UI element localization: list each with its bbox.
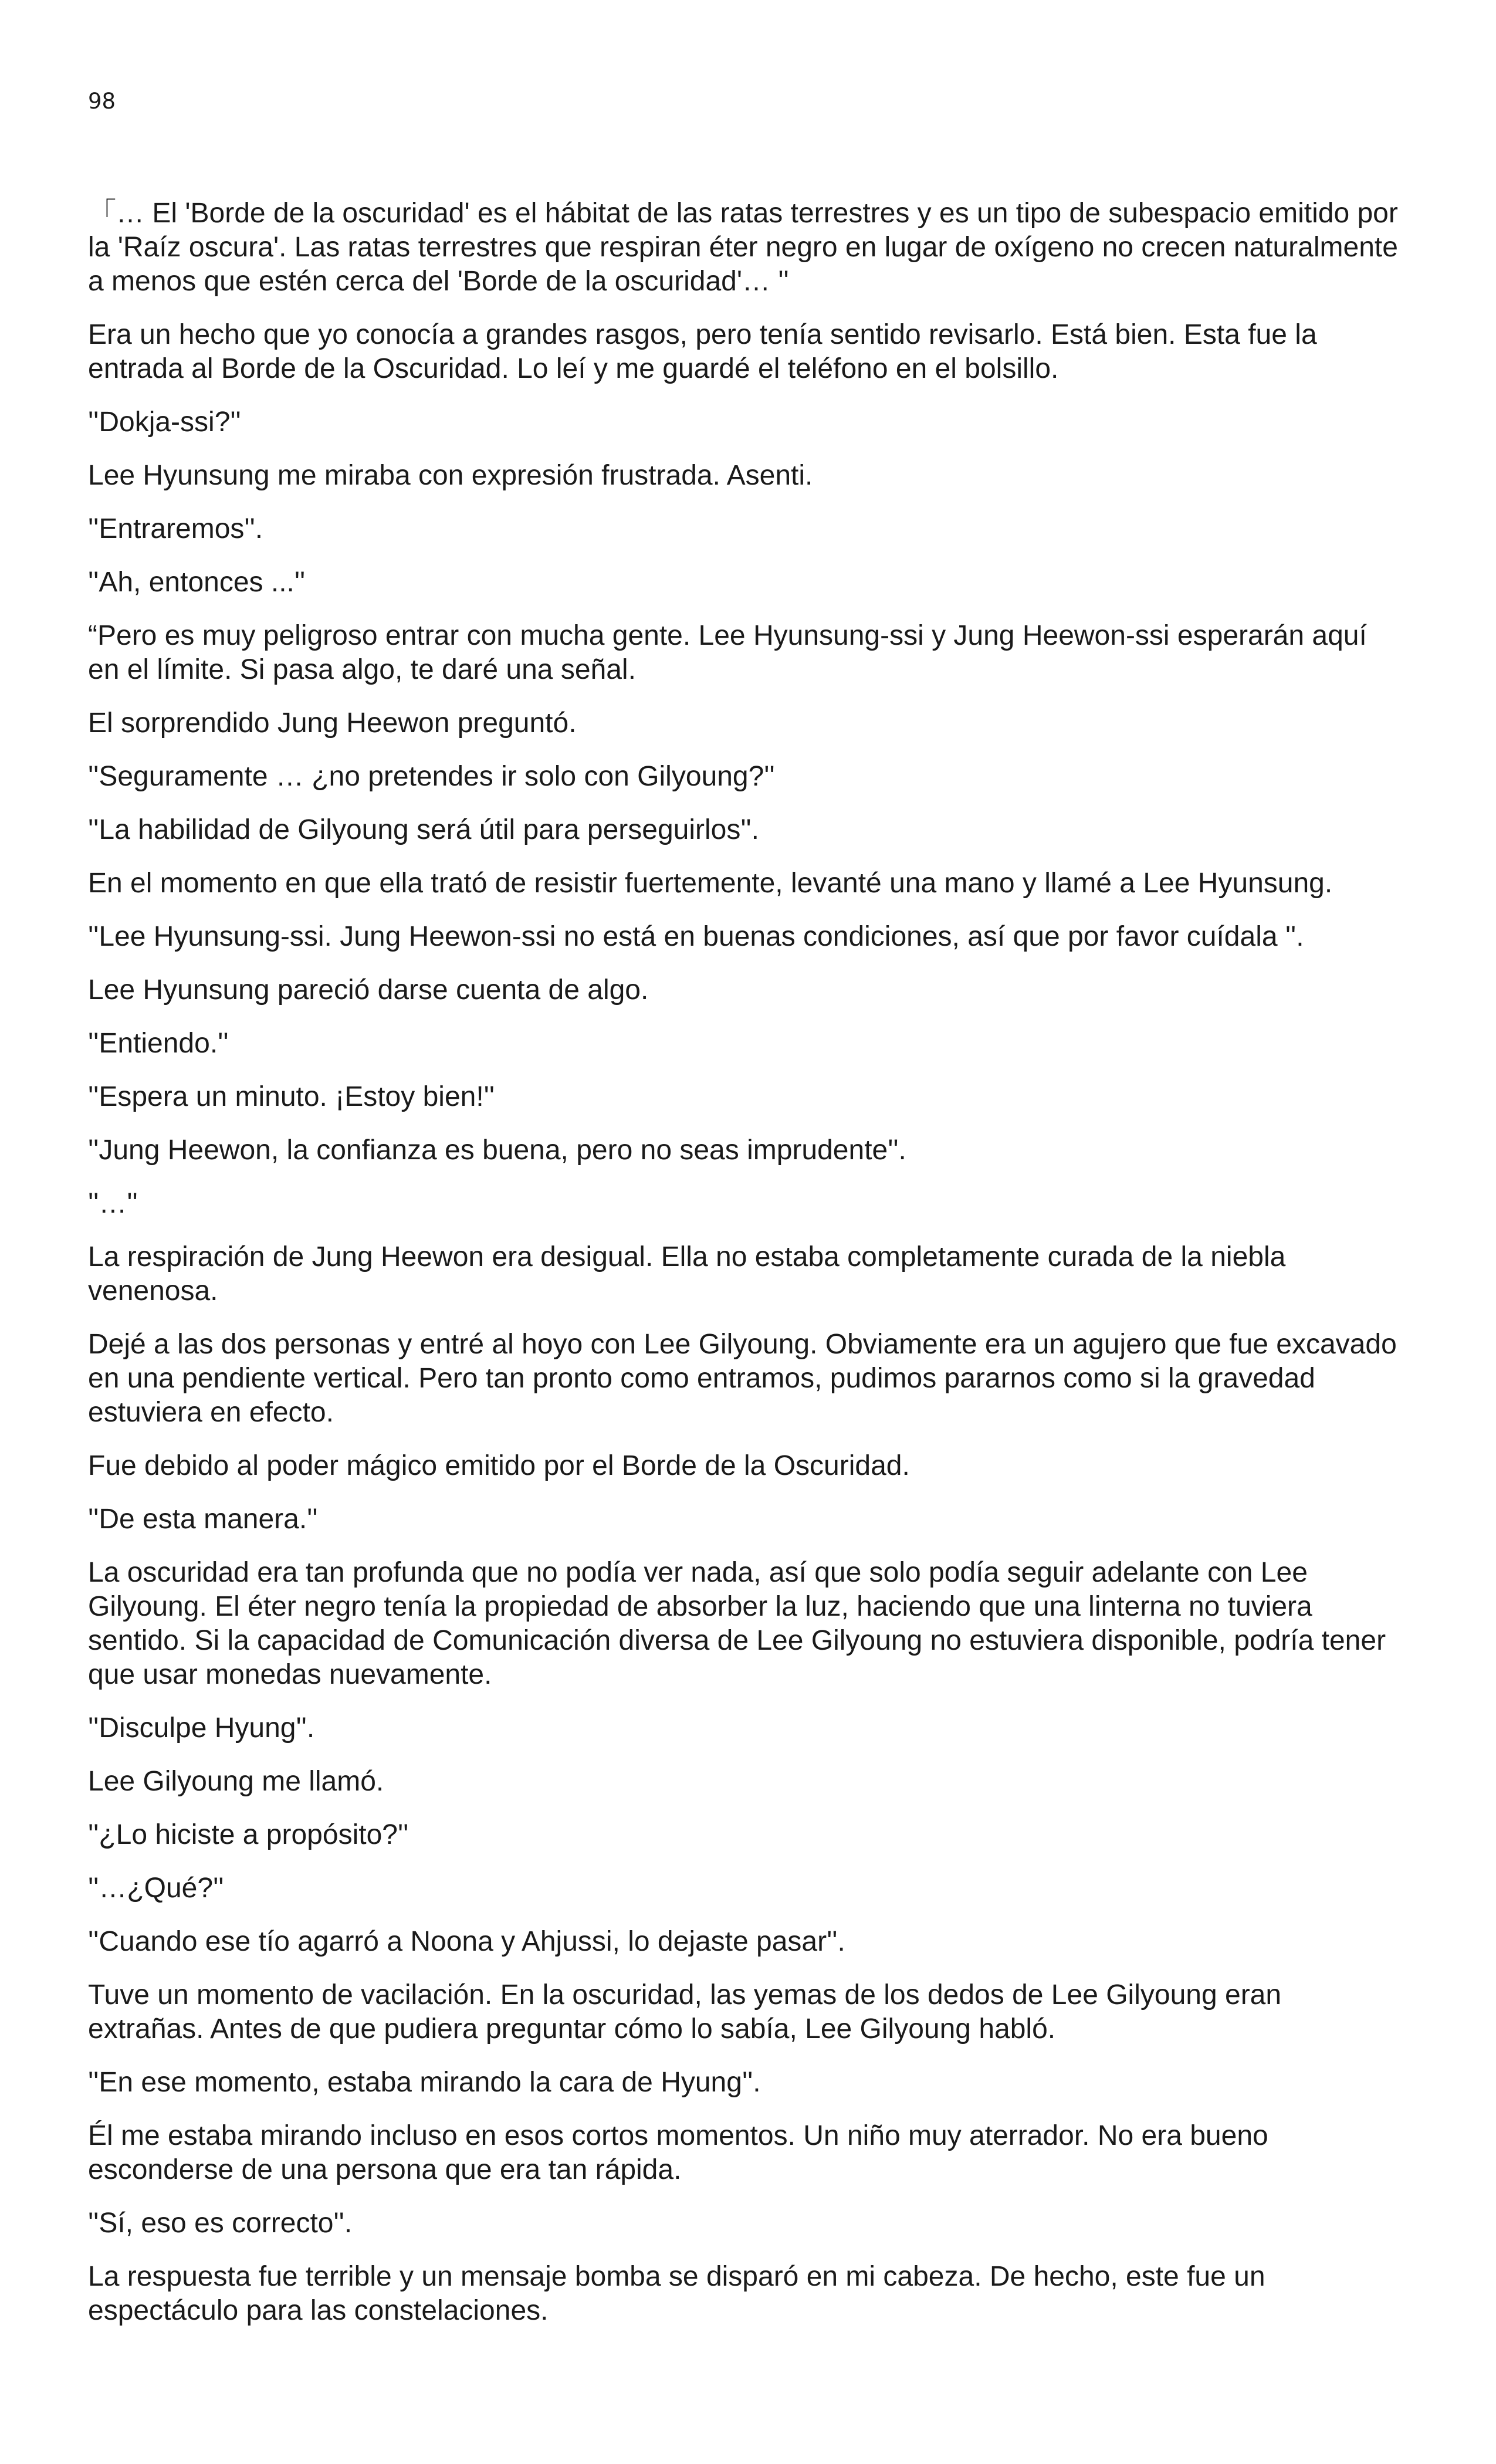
- paragraph: ''Espera un minuto. ¡Estoy bien!'': [88, 1081, 495, 1112]
- paragraph: ''Entiendo.'': [88, 1028, 229, 1059]
- paragraph: ''…'': [88, 1188, 138, 1219]
- paragraph: Lee Hyunsung pareció darse cuenta de algo.: [88, 974, 649, 1006]
- paragraph: Tuve un momento de vacilación. En la oscuridad, las yemas de los dedos de Lee Gilyoung eran extrañas. Antes de que pudiera preguntar cómo lo sabía, Lee Gilyoung habló.: [88, 1979, 1282, 2045]
- paragraph: ''…¿Qué?'': [88, 1873, 224, 1904]
- paragraph: Fue debido al poder mágico emitido por el Borde de la Oscuridad.: [88, 1450, 910, 1481]
- paragraph: ''Dokja-ssi?'': [88, 407, 241, 438]
- paragraph: ''Seguramente … ¿no pretendes ir solo con Gilyoung?'': [88, 761, 775, 792]
- paragraph: Era un hecho que yo conocía a grandes rasgos, pero tenía sentido revisarlo. Está bien. Esta fue la entrada al Borde de la Oscuridad. Lo leí y me guardé el teléfono en el bolsillo.: [88, 319, 1317, 384]
- paragraph: La respiración de Jung Heewon era desigual. Ella no estaba completamente curada de la niebla venenosa.: [88, 1241, 1286, 1307]
- paragraph: Lee Hyunsung me miraba con expresión frustrada. Asenti.: [88, 460, 813, 491]
- paragraph: ''Ah, entonces ...'': [88, 567, 306, 598]
- paragraph: ''Jung Heewon, la confianza es buena, pero no seas imprudente''.: [88, 1135, 906, 1166]
- paragraph: En el momento en que ella trató de resistir fuertemente, levanté una mano y llamé a Lee Hyunsung.: [88, 868, 1333, 899]
- paragraph: ''Lee Hyunsung-ssi. Jung Heewon-ssi no está en buenas condiciones, así que por favor cuídala ''.: [88, 921, 1304, 952]
- paragraph: ''Cuando ese tío agarró a Noona y Ahjussi, lo dejaste pasar''.: [88, 1926, 845, 1957]
- paragraph: ''La habilidad de Gilyoung será útil para perseguirlos''.: [88, 814, 760, 845]
- paragraph: 「… El 'Borde de la oscuridad' es el hábitat de las ratas terrestres y es un tipo de subespacio emitido por la 'Raíz oscura'. Las ratas terrestres que respiran éter negro en lugar de oxígeno no crecen naturalmente a menos que estén cerca del 'Borde de la oscuridad'… '': [88, 198, 1398, 297]
- paragraph: El sorprendido Jung Heewon preguntó.: [88, 708, 577, 739]
- document-body: [88, 197, 1399, 2347]
- paragraph: ''Entraremos''.: [88, 513, 263, 544]
- paragraph: ''¿Lo hiciste a propósito?'': [88, 1819, 409, 1850]
- paragraph: Dejé a las dos personas y entré al hoyo con Lee Gilyoung. Obviamente era un agujero que fue excavado en una pendiente vertical. Pero tan pronto como entramos, pudimos pararnos como si la gravedad estuviera en efecto.: [88, 1329, 1397, 1428]
- paragraph: ''En ese momento, estaba mirando la cara de Hyung''.: [88, 2067, 761, 2098]
- paragraph: “Pero es muy peligroso entrar con mucha gente. Lee Hyunsung-ssi y Jung Heewon-ssi esperarán aquí en el límite. Si pasa algo, te daré una señal.: [88, 620, 1367, 685]
- paragraph: Lee Gilyoung me llamó.: [88, 1766, 384, 1797]
- paragraph: La oscuridad era tan profunda que no podía ver nada, así que solo podía seguir adelante con Lee Gilyoung. El éter negro tenía la propiedad de absorber la luz, haciendo que una linterna no tuviera sentido. Si la capacidad de Comunicación diversa de Lee Gilyoung no estuviera disponible, podría tener que usar monedas nuevamente.: [88, 1557, 1386, 1690]
- paragraph: ''De esta manera.'': [88, 1504, 318, 1535]
- paragraph: ''Sí, eso es correcto''.: [88, 2208, 353, 2239]
- page-number: 98: [88, 89, 116, 114]
- paragraph: Él me estaba mirando incluso en esos cortos momentos. Un niño muy aterrador. No era bueno esconderse de una persona que era tan rápida.: [88, 2120, 1268, 2185]
- paragraph: La respuesta fue terrible y un mensaje bomba se disparó en mi cabeza. De hecho, este fue un espectáculo para las constelaciones.: [88, 2261, 1265, 2326]
- paragraph: ''Disculpe Hyung''.: [88, 1712, 315, 1744]
